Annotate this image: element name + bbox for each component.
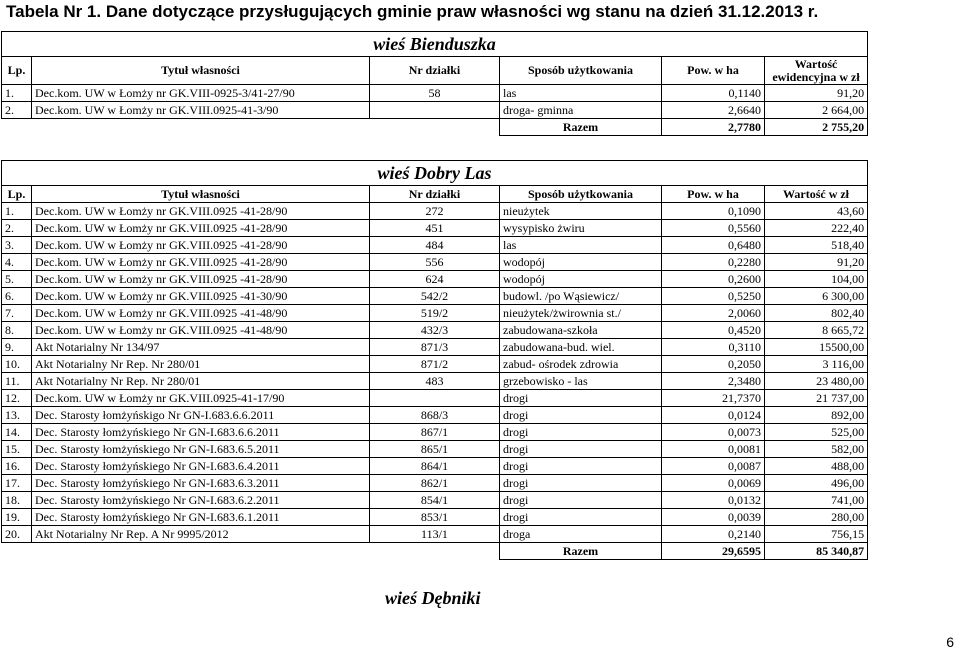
cell-lp: 17. xyxy=(2,475,32,492)
table-row xyxy=(2,237,868,254)
header-lp: Lp. xyxy=(2,186,32,203)
total-wartosc: 2 755,20 xyxy=(765,119,868,136)
table-row xyxy=(2,441,868,458)
cell-lp: 5. xyxy=(2,271,32,288)
cell-pow: 0,2140 xyxy=(662,526,765,543)
cell-tytul: Dec.kom. UW w Łomży nr GK.VIII.0925 -41-28/90 xyxy=(32,203,370,220)
cell-sposob: nieużytek/żwirownia st./ xyxy=(500,305,662,322)
cell-sposob: drogi xyxy=(500,407,662,424)
cell-pow: 0,2280 xyxy=(662,254,765,271)
cell-sposob: zabud- ośrodek zdrowia xyxy=(500,356,662,373)
cell-lp: 18. xyxy=(2,492,32,509)
cell-nr: 862/1 xyxy=(370,475,500,492)
cell-sposob: wodopój xyxy=(500,271,662,288)
cell-sposob: drogi xyxy=(500,492,662,509)
table-row xyxy=(2,254,868,271)
cell-wartosc: 23 480,00 xyxy=(765,373,868,390)
cell-sposob: droga- gminna xyxy=(500,102,662,119)
cell-nr: 624 xyxy=(370,271,500,288)
cell-tytul: Dec.kom. UW w Łomży nr GK.VIII.0925-41-17/90 xyxy=(32,390,370,407)
cell-pow: 0,0081 xyxy=(662,441,765,458)
cell-sposob: nieużytek xyxy=(500,203,662,220)
cell-tytul: Dec.kom. UW w Łomży nr GK.VIII.0925 -41-30/90 xyxy=(32,288,370,305)
cell-nr: 853/1 xyxy=(370,509,500,526)
cell-nr: 451 xyxy=(370,220,500,237)
cell-sposob: drogi xyxy=(500,390,662,407)
village-title: wieś Dobry Las xyxy=(2,161,868,186)
table-row xyxy=(2,305,868,322)
cell-pow: 21,7370 xyxy=(662,390,765,407)
table-row xyxy=(2,509,868,526)
cell-sposob: zabudowana-bud. wiel. xyxy=(500,339,662,356)
cell-sposob: drogi xyxy=(500,458,662,475)
cell-sposob: droga xyxy=(500,526,662,543)
table-row xyxy=(2,475,868,492)
cell-wartosc: 496,00 xyxy=(765,475,868,492)
cell-tytul: Dec. Starosty łomżyńskiego Nr GN-I.683.6.5.2011 xyxy=(32,441,370,458)
cell-wartosc: 280,00 xyxy=(765,509,868,526)
cell-tytul: Dec.kom. UW w Łomży nr GK.VIII.0925 -41-48/90 xyxy=(32,322,370,339)
cell-pow: 0,1140 xyxy=(662,85,765,102)
cell-nr: 871/2 xyxy=(370,356,500,373)
cell-nr: 867/1 xyxy=(370,424,500,441)
cell-tytul: Akt Notarialny Nr Rep. A Nr 9995/2012 xyxy=(32,526,370,543)
cell-tytul: Dec. Starosty łomżyńskiego Nr GN-I.683.6.1.2011 xyxy=(32,509,370,526)
header-wartosc: Wartość w zł xyxy=(765,186,868,203)
cell-tytul: Dec.kom. UW w Łomży nr GK.VIII-0925-3/41-27/90 xyxy=(32,85,370,102)
cell-pow: 0,0132 xyxy=(662,492,765,509)
cell-sposob: zabudowana-szkoła xyxy=(500,322,662,339)
table-row xyxy=(2,373,868,390)
total-pow: 2,7780 xyxy=(662,119,765,136)
cell-tytul: Dec. Starosty łomżyńskiego Nr GN-I.683.6.3.2011 xyxy=(32,475,370,492)
table-row xyxy=(2,492,868,509)
cell-lp: 1. xyxy=(2,85,32,102)
cell-tytul: Dec. Starosty łomżyńskigo Nr GN-I.683.6.6.2011 xyxy=(32,407,370,424)
spacer xyxy=(2,543,500,560)
cell-lp: 11. xyxy=(2,373,32,390)
header-nr: Nr działki xyxy=(370,57,500,85)
section-dobry-las xyxy=(1,160,867,560)
cell-wartosc: 488,00 xyxy=(765,458,868,475)
table-row xyxy=(2,271,868,288)
cell-lp: 15. xyxy=(2,441,32,458)
total-wartosc: 85 340,87 xyxy=(765,543,868,560)
cell-nr: 432/3 xyxy=(370,322,500,339)
cell-wartosc: 91,20 xyxy=(765,254,868,271)
cell-sposob: wodopój xyxy=(500,254,662,271)
table-row xyxy=(2,390,868,407)
cell-pow: 0,4520 xyxy=(662,322,765,339)
header-tytul: Tytuł własności xyxy=(32,186,370,203)
cell-lp: 19. xyxy=(2,509,32,526)
cell-tytul: Akt Notarialny Nr Rep. Nr 280/01 xyxy=(32,373,370,390)
page-number: 6 xyxy=(946,634,954,650)
cell-wartosc: 892,00 xyxy=(765,407,868,424)
cell-sposob: las xyxy=(500,237,662,254)
cell-nr: 871/3 xyxy=(370,339,500,356)
table-bienduszka xyxy=(1,31,868,136)
header-pow: Pow. w ha xyxy=(662,186,765,203)
header-sposob: Sposób użytkowania xyxy=(500,57,662,85)
cell-lp: 1. xyxy=(2,203,32,220)
cell-wartosc: 15500,00 xyxy=(765,339,868,356)
village-title-debniki: wieś Dębniki xyxy=(385,588,481,608)
cell-pow: 0,1090 xyxy=(662,203,765,220)
cell-nr xyxy=(370,390,500,407)
cell-wartosc: 222,40 xyxy=(765,220,868,237)
cell-wartosc: 518,40 xyxy=(765,237,868,254)
cell-tytul: Dec.kom. UW w Łomży nr GK.VIII.0925 -41-28/90 xyxy=(32,271,370,288)
cell-nr: 272 xyxy=(370,203,500,220)
cell-wartosc: 582,00 xyxy=(765,441,868,458)
cell-lp: 4. xyxy=(2,254,32,271)
table-row xyxy=(2,407,868,424)
cell-nr: 542/2 xyxy=(370,288,500,305)
cell-pow: 2,6640 xyxy=(662,102,765,119)
cell-tytul: Akt Notarialny Nr Rep. Nr 280/01 xyxy=(32,356,370,373)
village-title: wieś Bienduszka xyxy=(2,32,868,57)
total-label: Razem xyxy=(500,543,662,560)
cell-nr: 483 xyxy=(370,373,500,390)
header-pow: Pow. w ha xyxy=(662,57,765,85)
cell-nr: 58 xyxy=(370,85,500,102)
page-title: Tabela Nr 1. Dane dotyczące przysługujących gminie praw własności wg stanu na dzień 31.12.2013 r. xyxy=(6,2,819,21)
total-pow: 29,6595 xyxy=(662,543,765,560)
cell-wartosc: 21 737,00 xyxy=(765,390,868,407)
header-lp: Lp. xyxy=(2,57,32,85)
cell-tytul: Dec.kom. UW w Łomży nr GK.VIII.0925 -41-28/90 xyxy=(32,220,370,237)
cell-pow: 0,5250 xyxy=(662,288,765,305)
cell-sposob: budowl. /po Wąsiewicz/ xyxy=(500,288,662,305)
cell-nr: 113/1 xyxy=(370,526,500,543)
cell-pow: 2,0060 xyxy=(662,305,765,322)
cell-tytul: Dec.kom. UW w Łomży nr GK.VIII.0925 -41-28/90 xyxy=(32,254,370,271)
cell-nr: 854/1 xyxy=(370,492,500,509)
cell-pow: 0,0124 xyxy=(662,407,765,424)
section-bienduszka xyxy=(1,31,867,136)
cell-tytul: Akt Notarialny Nr 134/97 xyxy=(32,339,370,356)
total-label: Razem xyxy=(500,119,662,136)
table-row xyxy=(2,424,868,441)
cell-lp: 13. xyxy=(2,407,32,424)
cell-nr: 864/1 xyxy=(370,458,500,475)
cell-lp: 14. xyxy=(2,424,32,441)
cell-wartosc: 3 116,00 xyxy=(765,356,868,373)
cell-sposob: drogi xyxy=(500,509,662,526)
cell-lp: 7. xyxy=(2,305,32,322)
cell-lp: 3. xyxy=(2,237,32,254)
cell-nr xyxy=(370,102,500,119)
cell-sposob: wysypisko żwiru xyxy=(500,220,662,237)
cell-nr: 865/1 xyxy=(370,441,500,458)
cell-pow: 0,0039 xyxy=(662,509,765,526)
cell-pow: 2,3480 xyxy=(662,373,765,390)
table-dobry-las xyxy=(1,160,868,560)
header-sposob: Sposób użytkowania xyxy=(500,186,662,203)
cell-lp: 2. xyxy=(2,220,32,237)
cell-wartosc: 525,00 xyxy=(765,424,868,441)
cell-sposob: grzebowisko - las xyxy=(500,373,662,390)
cell-nr: 868/3 xyxy=(370,407,500,424)
cell-tytul: Dec.kom. UW w Łomży nr GK.VIII.0925-41-3/90 xyxy=(32,102,370,119)
cell-wartosc: 2 664,00 xyxy=(765,102,868,119)
cell-lp: 10. xyxy=(2,356,32,373)
cell-wartosc: 6 300,00 xyxy=(765,288,868,305)
cell-wartosc: 741,00 xyxy=(765,492,868,509)
cell-pow: 0,0073 xyxy=(662,424,765,441)
table-row xyxy=(2,85,868,102)
table-row xyxy=(2,203,868,220)
cell-lp: 2. xyxy=(2,102,32,119)
cell-wartosc: 8 665,72 xyxy=(765,322,868,339)
header-tytul: Tytuł własności xyxy=(32,57,370,85)
table-row xyxy=(2,339,868,356)
table-row xyxy=(2,288,868,305)
cell-tytul: Dec. Starosty łomżyńskiego Nr GN-I.683.6.4.2011 xyxy=(32,458,370,475)
cell-wartosc: 104,00 xyxy=(765,271,868,288)
table-row xyxy=(2,220,868,237)
spacer xyxy=(2,119,500,136)
header-nr: Nr działki xyxy=(370,186,500,203)
cell-pow: 0,6480 xyxy=(662,237,765,254)
cell-pow: 0,5560 xyxy=(662,220,765,237)
cell-sposob: drogi xyxy=(500,475,662,492)
cell-pow: 0,0069 xyxy=(662,475,765,492)
table-row xyxy=(2,102,868,119)
cell-lp: 6. xyxy=(2,288,32,305)
cell-lp: 9. xyxy=(2,339,32,356)
cell-nr: 556 xyxy=(370,254,500,271)
cell-tytul: Dec.kom. UW w Łomży nr GK.VIII.0925 -41-28/90 xyxy=(32,237,370,254)
cell-lp: 16. xyxy=(2,458,32,475)
cell-tytul: Dec. Starosty łomżyńskiego Nr GN-I.683.6.6.2011 xyxy=(32,424,370,441)
cell-pow: 0,0087 xyxy=(662,458,765,475)
cell-tytul: Dec. Starosty łomżyńskiego Nr GN-I.683.6.2.2011 xyxy=(32,492,370,509)
cell-lp: 12. xyxy=(2,390,32,407)
cell-pow: 0,3110 xyxy=(662,339,765,356)
cell-tytul: Dec.kom. UW w Łomży nr GK.VIII.0925 -41-48/90 xyxy=(32,305,370,322)
header-wartosc: Wartość ewidencyjna w zł xyxy=(765,57,868,85)
cell-sposob: las xyxy=(500,85,662,102)
cell-wartosc: 756,15 xyxy=(765,526,868,543)
cell-nr: 484 xyxy=(370,237,500,254)
cell-sposob: drogi xyxy=(500,424,662,441)
cell-lp: 8. xyxy=(2,322,32,339)
cell-pow: 0,2600 xyxy=(662,271,765,288)
table-row xyxy=(2,322,868,339)
table-row xyxy=(2,356,868,373)
table-row xyxy=(2,526,868,543)
table-row xyxy=(2,458,868,475)
cell-nr: 519/2 xyxy=(370,305,500,322)
cell-lp: 20. xyxy=(2,526,32,543)
cell-wartosc: 91,20 xyxy=(765,85,868,102)
cell-wartosc: 43,60 xyxy=(765,203,868,220)
cell-sposob: drogi xyxy=(500,441,662,458)
cell-pow: 0,2050 xyxy=(662,356,765,373)
cell-wartosc: 802,40 xyxy=(765,305,868,322)
